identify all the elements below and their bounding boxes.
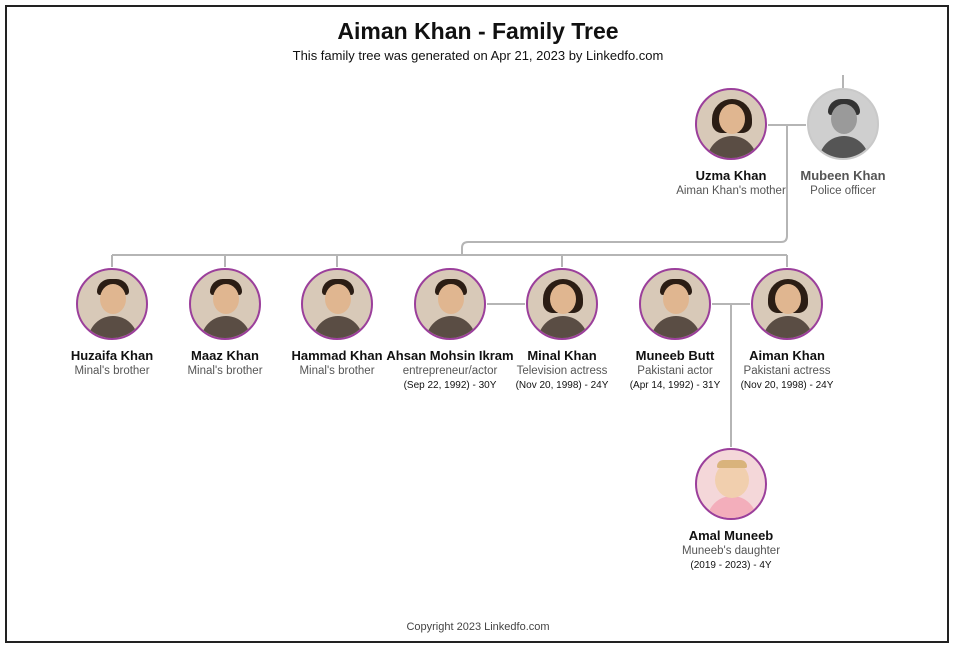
person-role: Minal's brother <box>74 365 150 377</box>
person-name: Aiman Khan <box>749 348 825 363</box>
person-role: Minal's brother <box>187 365 263 377</box>
avatar <box>807 88 879 160</box>
person-name: Uzma Khan <box>695 168 767 183</box>
avatar <box>751 268 823 340</box>
person-mubeen-khan[interactable] <box>768 88 918 197</box>
person-name: Muneeb Butt <box>635 348 715 363</box>
person-role: entrepreneur/actor <box>402 365 498 377</box>
page-subtitle: This family tree was generated on Apr 21, 2023 by Linkedfo.com <box>292 48 664 63</box>
person-role: Muneeb's daughter <box>681 545 781 557</box>
person-dates: (2019 - 2023) - 4Y <box>690 560 772 571</box>
page-footer: Copyright 2023 Linkedfo.com <box>406 621 550 633</box>
person-dates: (Sep 22, 1992) - 30Y <box>403 380 497 391</box>
person-name: Mubeen Khan <box>800 168 886 183</box>
person-aiman-khan[interactable] <box>712 268 862 391</box>
person-role: Pakistani actress <box>743 365 831 377</box>
avatar <box>639 268 711 340</box>
avatar <box>695 448 767 520</box>
avatar <box>695 88 767 160</box>
person-name: Huzaifa Khan <box>70 348 154 363</box>
person-role: Television actress <box>516 365 608 377</box>
person-name: Minal Khan <box>527 348 597 363</box>
person-amal-muneeb[interactable] <box>656 448 806 571</box>
avatar <box>76 268 148 340</box>
person-dates: (Apr 14, 1992) - 31Y <box>629 380 721 391</box>
person-name: Maaz Khan <box>191 348 259 363</box>
person-name: Ahsan Mohsin Ikram <box>386 348 514 363</box>
person-name: Amal Muneeb <box>688 528 774 543</box>
page-title: Aiman Khan - Family Tree <box>337 18 619 44</box>
avatar <box>526 268 598 340</box>
person-name: Hammad Khan <box>291 348 383 363</box>
person-dates: (Nov 20, 1998) - 24Y <box>740 380 834 391</box>
person-role: Aiman Khan's mother <box>676 185 786 197</box>
person-dates: (Nov 20, 1998) - 24Y <box>515 380 609 391</box>
avatar <box>414 268 486 340</box>
avatar <box>301 268 373 340</box>
person-role: Minal's brother <box>299 365 375 377</box>
person-role: Pakistani actor <box>637 365 713 377</box>
avatar <box>189 268 261 340</box>
person-role: Police officer <box>810 185 876 197</box>
